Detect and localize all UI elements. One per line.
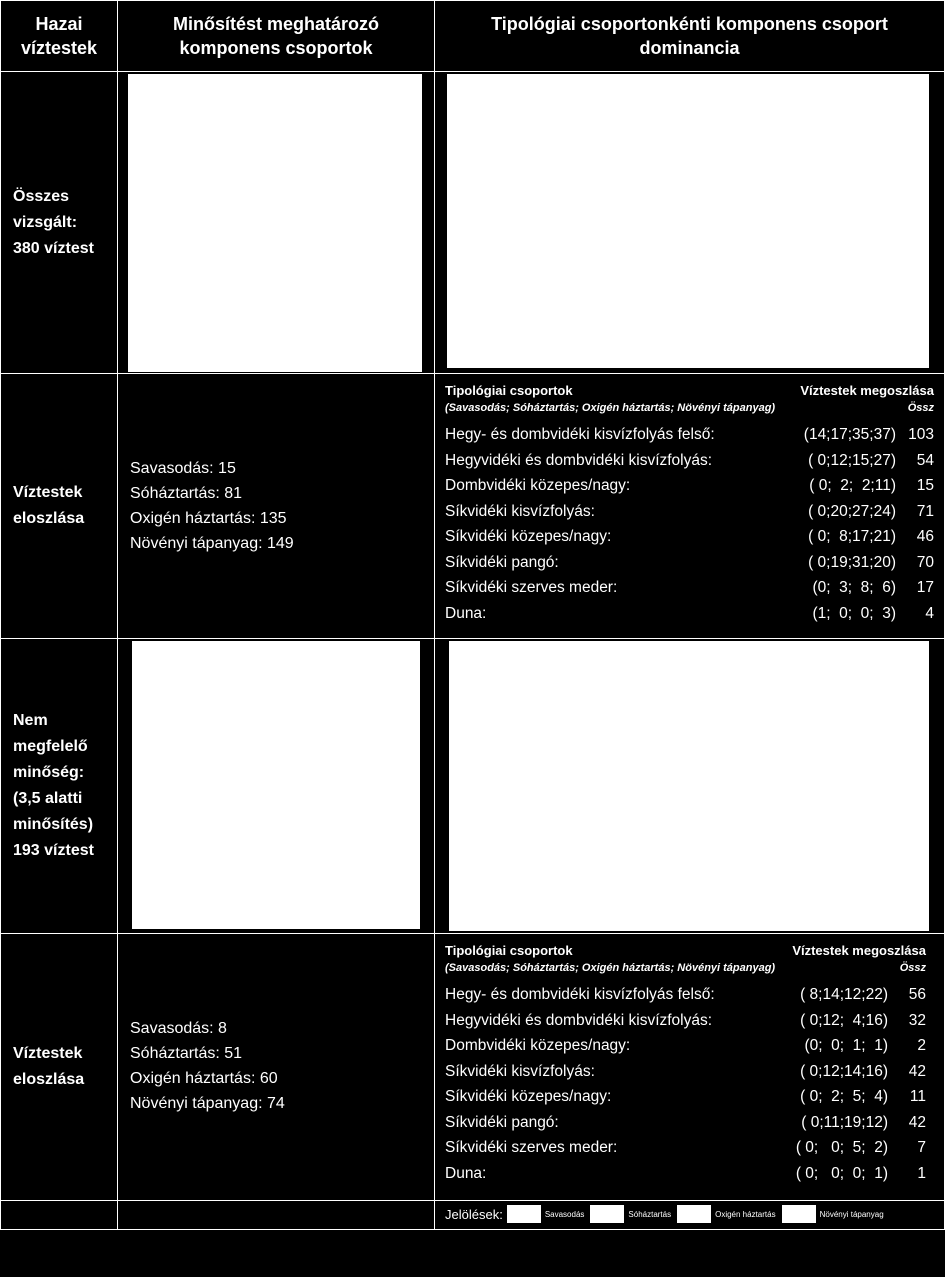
legend-label: Oxigén háztartás	[715, 1209, 776, 1219]
typology-row	[445, 1110, 926, 1136]
legend-label: Savasodás	[544, 1209, 585, 1219]
typology-row	[445, 1161, 926, 1187]
typology-row	[445, 1084, 926, 1110]
typology-row	[445, 601, 934, 627]
typology-row-name: Síkvidéki szerves meder:	[445, 1139, 618, 1156]
typology-row-values: ( 0; 8;17;21)	[808, 528, 896, 545]
chart-cell-components-inadequate	[117, 638, 435, 934]
chart-placeholder-dominance-total	[447, 74, 929, 368]
typology-header-left: Tipológiai csoportok	[445, 943, 573, 958]
typology-row-total: 4	[925, 604, 934, 622]
typology-row-name: Síkvidéki szerves meder:	[445, 579, 618, 596]
typology-row-values: (14;17;35;37)	[803, 426, 896, 443]
typology-row-values: ( 0;20;27;24)	[808, 502, 896, 520]
typology-row-total: 56	[908, 986, 926, 1003]
typology-row-name: Dombvidéki közepes/nagy:	[445, 1037, 631, 1054]
typology-row-name: Síkvidéki közepes/nagy:	[445, 1088, 612, 1105]
typology-row-total: 70	[916, 553, 934, 571]
typology-row-name: Síkvidéki közepes/nagy:	[445, 528, 612, 545]
typology-row-name: Duna:	[445, 604, 487, 622]
typology-row	[445, 1059, 926, 1085]
header-col1-text: Hazai víztestek	[20, 14, 98, 58]
chart-cell-dominance-inadequate	[434, 638, 945, 934]
typology-subheader-left: (Savasodás; Sóháztartás; Oxigén háztartás; Növényi tápanyag)	[445, 402, 776, 414]
components-list-1	[130, 456, 294, 556]
chart-cell-dominance-total	[434, 71, 945, 374]
component-item: Növényi tápanyag: 149	[130, 535, 294, 552]
typology-row-values: (1; 0; 0; 3)	[812, 604, 896, 622]
component-item: Sóháztartás: 51	[130, 1045, 243, 1062]
typology-row	[445, 1008, 926, 1034]
chart-placeholder-components-total	[128, 74, 422, 372]
typology-row	[445, 448, 934, 474]
typology-row	[445, 499, 934, 525]
typology-row-name: Hegy- és dombvidéki kisvízfolyás felső:	[445, 426, 715, 443]
typology-cell-1	[434, 373, 945, 639]
typology-row-total: 11	[909, 1088, 926, 1105]
typology-row-values: ( 0;12;14;16)	[800, 1062, 888, 1080]
row-label-dist-2	[0, 933, 118, 1201]
row-label-total-text: Összes vizsgált: 380 víztest	[13, 187, 94, 257]
typology-row-total: 7	[917, 1139, 926, 1156]
typology-row-values: ( 0;11;19;12)	[801, 1113, 888, 1131]
legend-label: Sóháztartás	[628, 1209, 672, 1219]
header-col3-text: Tipológiai csoportonkénti komponens csoport dominancia	[491, 14, 888, 58]
row-label-dist-1	[0, 373, 118, 639]
typology-subheader-right: Össz	[899, 962, 926, 974]
typology-row	[445, 575, 934, 601]
legend-swatch-salt	[590, 1205, 624, 1223]
component-item: Sóháztartás: 81	[130, 485, 243, 502]
row-label-inadequate	[0, 638, 118, 934]
typology-row-values: ( 0; 0; 0; 1)	[795, 1164, 888, 1182]
typology-row-total: 71	[916, 502, 934, 520]
header-col1	[0, 0, 118, 72]
typology-row-total: 32	[908, 1011, 926, 1029]
typology-row-values: ( 0; 0; 5; 2)	[795, 1139, 888, 1156]
chart-cell-components-total	[117, 71, 435, 374]
typology-row-name: Síkvidéki kisvízfolyás:	[445, 502, 595, 520]
typology-row	[445, 422, 934, 448]
typology-row-total: 42	[908, 1062, 926, 1080]
typology-row-total: 103	[908, 426, 934, 443]
typology-subheader-1	[445, 400, 934, 416]
header-col2	[117, 0, 435, 72]
component-item: Oxigén háztartás: 60	[130, 1070, 278, 1087]
typology-rows-1	[445, 422, 934, 626]
typology-row-values: (0; 0; 1; 1)	[804, 1037, 888, 1054]
typology-row-values: ( 0;19;31;20)	[808, 553, 896, 571]
typology-subheader-right: Össz	[907, 402, 934, 414]
chart-placeholder-components-inadequate	[132, 641, 420, 929]
typology-row-values: ( 0; 2; 5; 4)	[800, 1088, 888, 1105]
typology-row-values: (0; 3; 8; 6)	[812, 579, 896, 596]
typology-header-2	[445, 942, 926, 960]
typology-header-right: Víztestek megoszlása	[792, 943, 926, 958]
typology-row	[445, 1033, 926, 1059]
typology-row-name: Síkvidéki pangó:	[445, 1113, 559, 1131]
typology-row-name: Hegyvidéki és dombvidéki kisvízfolyás:	[445, 451, 713, 469]
typology-row-total: 15	[916, 477, 934, 494]
legend-swatch-oxygen	[677, 1205, 711, 1223]
row-label-total	[0, 71, 118, 374]
component-item: Savasodás: 15	[130, 460, 236, 477]
typology-subheader-left: (Savasodás; Sóháztartás; Oxigén háztartás; Növényi tápanyag)	[445, 962, 776, 974]
legend-title: Jelölések:	[445, 1206, 503, 1222]
legend-swatch-nutrient	[782, 1205, 816, 1223]
legend	[445, 1205, 886, 1223]
components-cell-1	[117, 373, 435, 639]
typology-row-total: 46	[916, 528, 934, 545]
typology-row-values: ( 0; 2; 2;11)	[809, 477, 896, 494]
component-item: Savasodás: 8	[130, 1020, 227, 1037]
component-item: Oxigén háztartás: 135	[130, 510, 287, 527]
header-col3	[434, 0, 945, 72]
legend-empty-1	[0, 1200, 118, 1230]
typology-rows-2	[445, 982, 926, 1186]
typology-subheader-2	[445, 960, 926, 976]
legend-cell	[434, 1200, 945, 1230]
row-label-dist-1-text: Víztestek eloszlása	[13, 484, 85, 527]
typology-row-name: Hegy- és dombvidéki kisvízfolyás felső:	[445, 986, 715, 1003]
typology-header-right: Víztestek megoszlása	[800, 383, 934, 398]
chart-placeholder-dominance-inadequate	[449, 641, 929, 931]
components-list-2	[130, 1016, 285, 1116]
typology-row	[445, 1135, 926, 1161]
row-label-dist-2-text: Víztestek eloszlása	[13, 1045, 85, 1088]
header-col2-text: Minősítést meghatározó komponens csoportok	[172, 14, 380, 58]
components-cell-2	[117, 933, 435, 1201]
row-label-inadequate-text: Nem megfelelő minőség: (3,5 alatti minősítés) 193 víztest	[13, 712, 94, 859]
legend-empty-2	[117, 1200, 435, 1230]
typology-table-2	[445, 942, 926, 1186]
typology-row	[445, 524, 934, 550]
typology-row-name: Hegyvidéki és dombvidéki kisvízfolyás:	[445, 1011, 713, 1029]
typology-cell-2	[434, 933, 945, 1201]
typology-row-values: ( 0;12;15;27)	[808, 451, 896, 469]
typology-row-name: Duna:	[445, 1164, 487, 1182]
typology-header-left: Tipológiai csoportok	[445, 383, 573, 398]
typology-row-total: 1	[917, 1164, 926, 1182]
typology-table-1	[445, 382, 934, 626]
typology-row	[445, 473, 934, 499]
typology-row-total: 17	[916, 579, 934, 596]
typology-header-1	[445, 382, 934, 400]
typology-row-total: 42	[908, 1113, 926, 1131]
typology-row-values: ( 8;14;12;22)	[800, 986, 888, 1003]
legend-swatch-acidification	[507, 1205, 541, 1223]
typology-row-name: Síkvidéki pangó:	[445, 553, 559, 571]
typology-row	[445, 550, 934, 576]
typology-row-name: Síkvidéki kisvízfolyás:	[445, 1062, 595, 1080]
typology-row-name: Dombvidéki közepes/nagy:	[445, 477, 631, 494]
typology-row-total: 54	[916, 451, 934, 469]
typology-row	[445, 982, 926, 1008]
legend-label: Növényi tápanyag	[819, 1209, 884, 1219]
typology-row-values: ( 0;12; 4;16)	[800, 1011, 888, 1029]
component-item: Növényi tápanyag: 74	[130, 1095, 285, 1112]
typology-row-total: 2	[917, 1037, 926, 1054]
